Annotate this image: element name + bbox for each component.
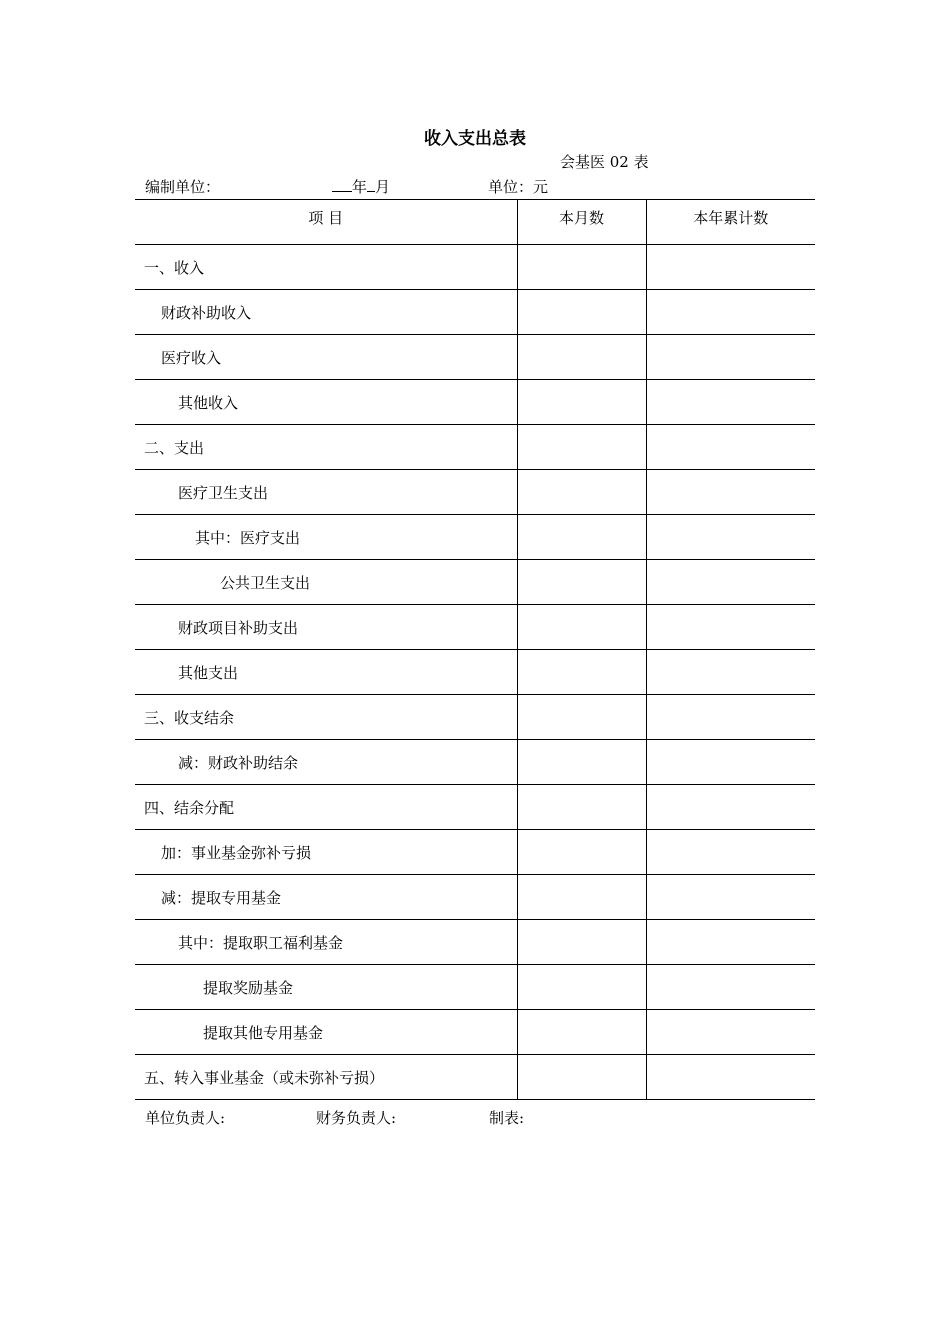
- row-item-label: 财政补助收入: [135, 290, 517, 335]
- year-to-date-cell[interactable]: [646, 605, 815, 650]
- table-row: [135, 470, 815, 515]
- row-item-label: 加：事业基金弥补亏损: [135, 830, 517, 875]
- year-to-date-cell[interactable]: [646, 290, 815, 335]
- year-to-date-cell[interactable]: [646, 875, 815, 920]
- table-row: [135, 290, 815, 335]
- table-row: [135, 830, 815, 875]
- month-label: 月: [375, 178, 391, 196]
- year-to-date-cell[interactable]: [646, 650, 815, 695]
- head-of-unit-label: 单位负责人:: [145, 1109, 226, 1127]
- table-row: [135, 785, 815, 830]
- year-to-date-cell[interactable]: [646, 920, 815, 965]
- row-item-label: 公共卫生支出: [135, 560, 517, 605]
- current-month-cell[interactable]: [517, 515, 646, 560]
- row-item-label: 一、收入: [135, 245, 517, 290]
- year-to-date-cell[interactable]: [646, 785, 815, 830]
- current-month-cell[interactable]: [517, 920, 646, 965]
- table-row: [135, 605, 815, 650]
- year-to-date-cell[interactable]: [646, 740, 815, 785]
- row-item-label: 其他支出: [135, 650, 517, 695]
- page-title: 收入支出总表: [424, 129, 526, 149]
- year-to-date-cell[interactable]: [646, 965, 815, 1010]
- current-month-cell[interactable]: [517, 380, 646, 425]
- header-current-month: 本月数: [517, 200, 646, 245]
- table-row: [135, 335, 815, 380]
- table-row: [135, 515, 815, 560]
- year-to-date-cell[interactable]: [646, 335, 815, 380]
- table-row: [135, 740, 815, 785]
- income-expense-table: [135, 199, 815, 1100]
- row-item-label: 医疗收入: [135, 335, 517, 380]
- table-body: [135, 245, 815, 1100]
- current-month-cell[interactable]: [517, 965, 646, 1010]
- row-item-label: 减：财政补助结余: [135, 740, 517, 785]
- row-item-label: 其中：医疗支出: [135, 515, 517, 560]
- row-item-label: 二、支出: [135, 425, 517, 470]
- table-row: [135, 245, 815, 290]
- year-to-date-cell[interactable]: [646, 1010, 815, 1055]
- year-to-date-cell[interactable]: [646, 695, 815, 740]
- prepared-by-label: 制表:: [489, 1109, 525, 1127]
- current-month-cell[interactable]: [517, 785, 646, 830]
- year-to-date-cell[interactable]: [646, 425, 815, 470]
- year-to-date-cell[interactable]: [646, 560, 815, 605]
- current-month-cell[interactable]: [517, 290, 646, 335]
- year-blank[interactable]: [332, 177, 352, 192]
- table-row: [135, 380, 815, 425]
- row-item-label: 提取奖励基金: [135, 965, 517, 1010]
- row-item-label: 其中：提取职工福利基金: [135, 920, 517, 965]
- current-month-cell[interactable]: [517, 560, 646, 605]
- table-row: [135, 875, 815, 920]
- current-month-cell[interactable]: [517, 740, 646, 785]
- year-to-date-cell[interactable]: [646, 380, 815, 425]
- table-row: [135, 1010, 815, 1055]
- head-of-finance-label: 财务负责人:: [316, 1109, 397, 1127]
- current-month-cell[interactable]: [517, 245, 646, 290]
- current-month-cell[interactable]: [517, 425, 646, 470]
- currency-unit: 单位：元: [488, 178, 549, 196]
- table-row: [135, 560, 815, 605]
- table-row: [135, 920, 815, 965]
- current-month-cell[interactable]: [517, 1055, 646, 1100]
- year-to-date-cell[interactable]: [646, 515, 815, 560]
- current-month-cell[interactable]: [517, 875, 646, 920]
- row-item-label: 四、结余分配: [135, 785, 517, 830]
- report-period: [332, 176, 390, 197]
- year-to-date-cell[interactable]: [646, 470, 815, 515]
- header-year-to-date: 本年累计数: [646, 200, 815, 245]
- prep-unit-label: 编制单位：: [145, 178, 221, 196]
- current-month-cell[interactable]: [517, 830, 646, 875]
- row-item-label: 财政项目补助支出: [135, 605, 517, 650]
- year-to-date-cell[interactable]: [646, 830, 815, 875]
- table-row: [135, 1055, 815, 1100]
- month-blank[interactable]: [367, 177, 375, 192]
- current-month-cell[interactable]: [517, 335, 646, 380]
- current-month-cell[interactable]: [517, 1010, 646, 1055]
- current-month-cell[interactable]: [517, 695, 646, 740]
- table-row: [135, 650, 815, 695]
- row-item-label: 三、收支结余: [135, 695, 517, 740]
- table-row: [135, 425, 815, 470]
- current-month-cell[interactable]: [517, 605, 646, 650]
- form-code: 会基医 02 表: [560, 153, 649, 171]
- year-to-date-cell[interactable]: [646, 245, 815, 290]
- year-to-date-cell[interactable]: [646, 1055, 815, 1100]
- row-item-label: 五、转入事业基金（或未弥补亏损）: [135, 1055, 517, 1100]
- table-header-row: [135, 200, 815, 245]
- row-item-label: 其他收入: [135, 380, 517, 425]
- row-item-label: 医疗卫生支出: [135, 470, 517, 515]
- header-item: 项 目: [135, 200, 517, 245]
- table-row: [135, 695, 815, 740]
- year-label: 年: [352, 178, 368, 196]
- row-item-label: 提取其他专用基金: [135, 1010, 517, 1055]
- row-item-label: 减：提取专用基金: [135, 875, 517, 920]
- current-month-cell[interactable]: [517, 470, 646, 515]
- table-row: [135, 965, 815, 1010]
- current-month-cell[interactable]: [517, 650, 646, 695]
